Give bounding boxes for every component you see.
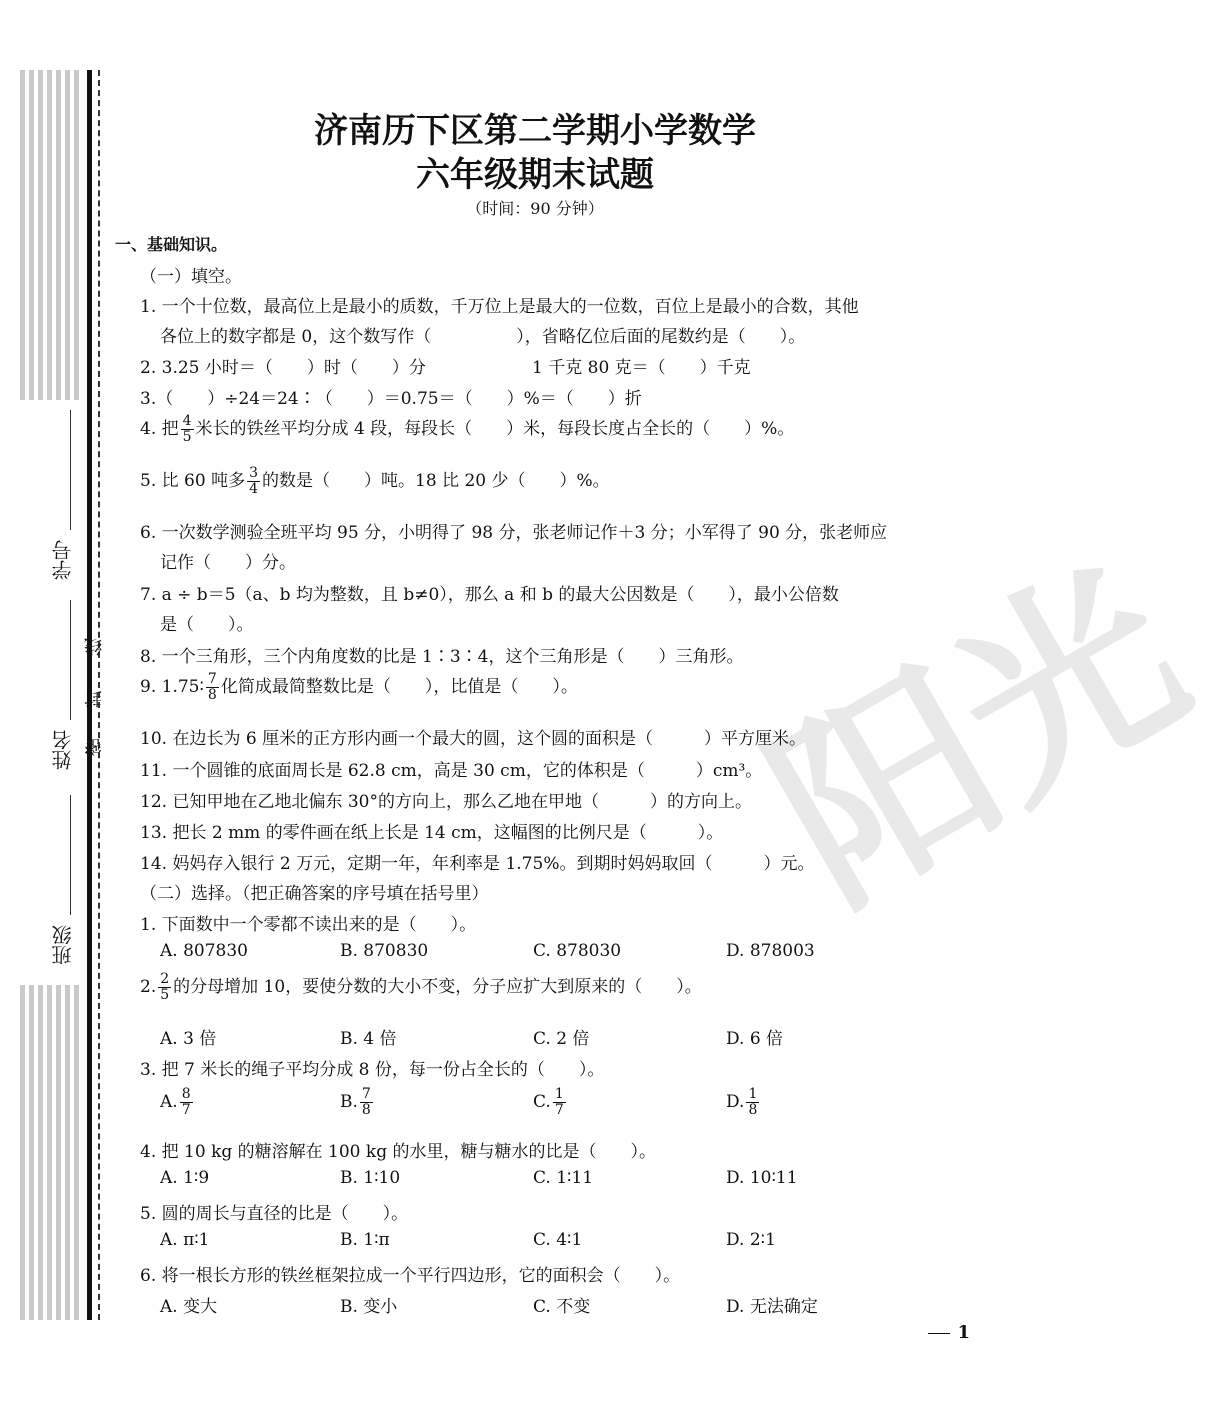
choice-2-option-c: C. 2 倍 [533,1029,590,1049]
question-2a: 2. 3.25 小时＝（ ）时（ ）分 [140,358,426,378]
fraction-denominator: 7 [554,1102,564,1118]
binding-stripes-top [20,70,82,400]
choice-1-option-b: B. 870830 [340,941,429,961]
student-id-blank [70,410,71,530]
choice-5-option-b: B. 1∶π [340,1230,390,1250]
choice-5-option-c: C. 4∶1 [533,1230,583,1250]
question-3: 3.（ ）÷24＝24∶（ ）＝0.75＝（ ）%＝（ ）折 [140,389,642,409]
seal-char-feng: 封 [84,690,105,708]
fraction-denominator: 5 [160,987,170,1003]
fraction-numerator: 1 [554,1086,564,1102]
q5-prefix: 5. 比 60 吨多 [140,471,246,491]
choice-question-4: 4. 把 10 kg 的糖溶解在 100 kg 的水里，糖与糖水的比是（ ）。 [140,1142,656,1162]
fraction-denominator: 8 [207,687,217,703]
question-12: 12. 已知甲地在乙地北偏东 30°的方向上，那么乙地在甲地（ ）的方向上。 [140,792,752,812]
class-label: 班级 [51,925,75,965]
choice-heading: （二）选择。（把正确答案的序号填在括号里） [140,884,489,904]
fraction-numerator: 3 [249,465,258,481]
choice-question-3: 3. 把 7 米长的绳子平均分成 8 份，每一份占全长的（ ）。 [140,1060,605,1080]
seal-char-mi: 密 [84,738,105,756]
question-13: 13. 把长 2 mm 的零件画在纸上长是 14 cm，这幅图的比例尺是（ ）。 [140,823,724,843]
choice-6-option-d: D. 无法确定 [726,1297,818,1317]
fraction-denominator: 4 [249,481,258,497]
choice-4-option-a: A. 1∶9 [160,1168,210,1188]
q9-suffix: 化简成最简整数比是（ ），比值是（ ）。 [220,677,578,697]
c2-suffix: 的分母增加 10，要使分数的大小不变，分子应扩大到原来的（ ）。 [173,977,702,997]
q9-prefix: 9. 1.75∶ [140,677,204,697]
fraction-numerator: 4 [182,413,192,429]
fraction-denominator: 8 [748,1102,758,1118]
fraction-numerator: 1 [748,1086,758,1102]
question-6b: 记作（ ）分。 [160,553,296,573]
fraction-denominator: 8 [361,1102,371,1118]
question-11: 11. 一个圆锥的底面周长是 62.8 cm，高是 30 cm，它的体积是（ ）cm³。 [140,761,763,781]
fraction [158,972,171,1003]
choice-question-1: 1. 下面数中一个零都不读出来的是（ ）。 [140,915,477,935]
seal-char-xian: 线 [84,638,105,656]
choice-1-option-a: A. 807830 [160,941,248,961]
choice-6-option-a: A. 变大 [160,1297,218,1317]
page-subtitle: 六年级期末试题 [416,155,654,195]
fraction-denominator: 7 [181,1102,191,1118]
c2-prefix: 2. [140,977,157,997]
choice-question-2 [140,972,702,1003]
choice-5-option-a: A. π∶1 [160,1230,210,1250]
page-number-dash [928,1333,950,1334]
fraction [247,466,260,497]
class-blank [70,795,71,915]
option-label: A. [160,1092,178,1112]
choice-4-option-b: B. 1∶10 [340,1168,401,1188]
student-id-label: 学号 [51,540,75,580]
choice-2-option-a: A. 3 倍 [160,1029,217,1049]
question-1a: 1. 一个十位数，最高位上是最小的质数，千万位上是最大的一位数，百位上是最小的合数，其他 [140,297,859,317]
question-5 [140,466,610,497]
question-7a: 7. a ÷ b＝5（a、b 均为整数，且 b≠0），那么 a 和 b 的最大公因数是（ ），最小公倍数 [140,585,839,605]
choice-1-option-d: D. 878003 [726,941,815,961]
option-label: C. [533,1092,551,1112]
watermark: 阳光 [735,525,1222,948]
fraction [206,672,219,703]
choice-question-5: 5. 圆的周长与直径的比是（ ）。 [140,1204,409,1224]
name-blank [70,600,71,720]
option-label: B. [340,1092,358,1112]
choice-3-option-b [340,1087,375,1118]
choice-4-option-d: D. 10∶11 [726,1168,798,1188]
choice-4-option-c: C. 1∶11 [533,1168,594,1188]
q4-prefix: 4. 把 [140,419,179,439]
fraction [553,1087,566,1118]
page-number: 1 [957,1322,970,1343]
fraction-denominator: 5 [182,429,192,445]
choice-3-option-a [160,1087,195,1118]
choice-5-option-d: D. 2∶1 [726,1230,776,1250]
question-1b: 各位上的数字都是 0，这个数写作（ ），省略亿位后面的尾数约是（ ）。 [160,327,806,347]
fraction [360,1087,373,1118]
choice-question-6: 6. 将一根长方形的铁丝框架拉成一个平行四边形，它的面积会（ ）。 [140,1266,681,1286]
section-heading: 一、基础知识。 [115,235,228,254]
fraction [180,1087,193,1118]
fraction-numerator: 2 [160,971,170,987]
fraction-numerator: 7 [207,671,217,687]
question-10: 10. 在边长为 6 厘米的正方形内画一个最大的圆，这个圆的面积是（ ）平方厘米。 [140,729,807,749]
question-6a: 6. 一次数学测验全班平均 95 分，小明得了 98 分，张老师记作＋3 分；小军得了 90 分，张老师应 [140,523,888,543]
choice-3-option-d [726,1087,761,1118]
choice-1-option-c: C. 878030 [533,941,622,961]
binding-stripes-bottom [20,985,82,1320]
choice-6-option-c: C. 不变 [533,1297,591,1317]
fraction-numerator: 7 [361,1086,371,1102]
question-4 [140,414,794,445]
question-9 [140,672,578,703]
question-14: 14. 妈妈存入银行 2 万元，定期一年，年利率是 1.75%。到期时妈妈取回（ ）元。 [140,854,815,874]
fraction [746,1087,759,1118]
q4-suffix: 米长的铁丝平均分成 4 段，每段长（ ）米，每段长度占全长的（ ）%。 [195,419,795,439]
option-label: D. [726,1092,745,1112]
question-8: 8. 一个三角形，三个内角度数的比是 1∶3∶4，这个三角形是（ ）三角形。 [140,647,744,667]
choice-6-option-b: B. 变小 [340,1297,398,1317]
fraction [181,414,194,445]
name-label: 姓名 [51,730,75,770]
fraction-numerator: 8 [181,1086,191,1102]
q5-suffix: 的数是（ ）吨。18 比 20 少（ ）%。 [262,471,610,491]
fill-heading: （一）填空。 [140,267,242,287]
choice-2-option-d: D. 6 倍 [726,1029,784,1049]
choice-3-option-c [533,1087,568,1118]
time-note: （时间：90 分钟） [466,199,604,218]
question-2b: 1 千克 80 克＝（ ）千克 [532,358,751,378]
choice-2-option-b: B. 4 倍 [340,1029,397,1049]
question-7b: 是（ ）。 [160,615,254,635]
page-title: 济南历下区第二学期小学数学 [314,111,756,151]
